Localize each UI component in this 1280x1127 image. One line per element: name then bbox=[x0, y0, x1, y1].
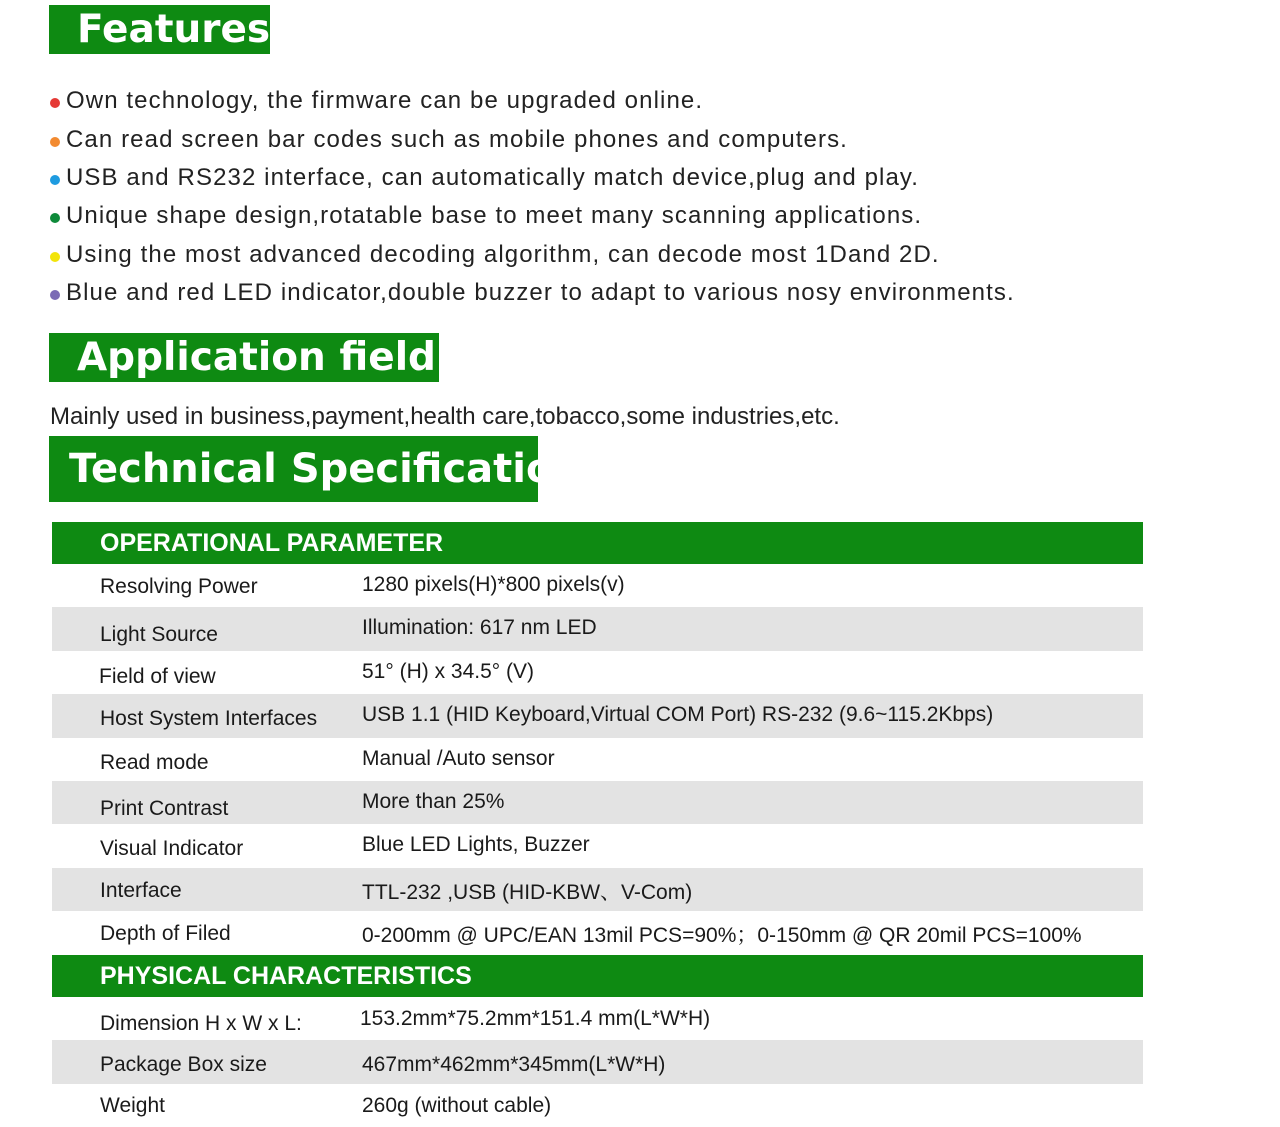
spec-key: Dimension H x W x L: bbox=[100, 1012, 302, 1035]
spec-value: 51° (H) x 34.5° (V) bbox=[362, 659, 535, 683]
spec-key: Field of view bbox=[99, 664, 216, 688]
bullet-dot-icon bbox=[50, 252, 60, 262]
bullet-dot-icon bbox=[50, 98, 60, 108]
spec-value: TTL-232 ,USB (HID-KBW、V-Com) bbox=[362, 880, 693, 904]
application-heading: Application field bbox=[49, 333, 439, 382]
operational-section-title: OPERATIONAL PARAMETER bbox=[52, 522, 1143, 564]
table-row bbox=[52, 868, 1143, 911]
bullet-dot-icon bbox=[50, 137, 60, 147]
spec-value: 0-200mm @ UPC/EAN 13mil PCS=90%；0-150mm @ QR 20mil PCS=100% bbox=[362, 924, 1082, 948]
table-row bbox=[52, 694, 1143, 737]
list-item: Own technology, the firmware can be upgraded online. bbox=[49, 82, 1015, 120]
features-list bbox=[49, 82, 1015, 312]
spec-value: Manual /Auto sensor bbox=[362, 746, 555, 770]
spec-value: 260g (without cable) bbox=[362, 1093, 552, 1117]
spec-value: Illumination: 617 nm LED bbox=[362, 616, 597, 640]
table-row bbox=[52, 1040, 1143, 1083]
spec-key: Read mode bbox=[100, 750, 209, 774]
spec-key: Interface bbox=[100, 878, 182, 902]
table-row bbox=[52, 1084, 1143, 1127]
bullet-dot-icon bbox=[50, 290, 60, 300]
physical-table bbox=[52, 997, 1143, 1127]
list-item: Can read screen bar codes such as mobile phones and computers. bbox=[49, 120, 1015, 158]
table-row bbox=[52, 738, 1143, 781]
features-heading: Features bbox=[49, 5, 270, 54]
spec-key: Host System Interfaces bbox=[100, 707, 318, 731]
spec-value: 153.2mm*75.2mm*151.4 mm(L*W*H) bbox=[360, 1007, 711, 1030]
spec-value: USB 1.1 (HID Keyboard,Virtual COM Port) RS-232 (9.6~115.2Kbps) bbox=[362, 703, 994, 727]
spec-value: 1280 pixels(H)*800 pixels(v) bbox=[362, 573, 625, 596]
operational-table bbox=[52, 564, 1143, 955]
spec-key: Print Contrast bbox=[100, 796, 229, 820]
spec-key: Weight bbox=[100, 1093, 165, 1117]
bullet-dot-icon bbox=[50, 175, 60, 185]
spec-value: Blue LED Lights, Buzzer bbox=[362, 833, 590, 857]
table-row bbox=[52, 564, 1143, 607]
spec-value: More than 25% bbox=[362, 789, 505, 813]
bullet-dot-icon bbox=[50, 213, 60, 223]
table-row bbox=[52, 824, 1143, 867]
spec-key: Light Source bbox=[100, 623, 218, 647]
table-row bbox=[52, 607, 1143, 650]
technical-heading: Technical Specification bbox=[49, 436, 538, 502]
list-item: Blue and red LED indicator,double buzzer to adapt to various nosy environments. bbox=[49, 274, 1015, 312]
table-row bbox=[52, 781, 1143, 824]
table-row bbox=[52, 651, 1143, 694]
list-item: USB and RS232 interface, can automatically match device,plug and play. bbox=[49, 159, 1015, 197]
spec-value: 467mm*462mm*345mm(L*W*H) bbox=[362, 1053, 666, 1077]
application-text: Mainly used in business,payment,health care,tobacco,some industries,etc. bbox=[50, 403, 840, 430]
list-item: Unique shape design,rotatable base to meet many scanning applications. bbox=[49, 197, 1015, 235]
spec-key: Package Box size bbox=[100, 1053, 267, 1077]
table-row bbox=[52, 911, 1143, 954]
spec-key: Resolving Power bbox=[100, 575, 258, 598]
physical-section-title: PHYSICAL CHARACTERISTICS bbox=[52, 955, 1143, 997]
table-row bbox=[52, 997, 1143, 1040]
list-item: Using the most advanced decoding algorithm, can decode most 1Dand 2D. bbox=[49, 236, 1015, 274]
spec-key: Visual Indicator bbox=[100, 837, 244, 861]
spec-key: Depth of Filed bbox=[100, 922, 231, 946]
